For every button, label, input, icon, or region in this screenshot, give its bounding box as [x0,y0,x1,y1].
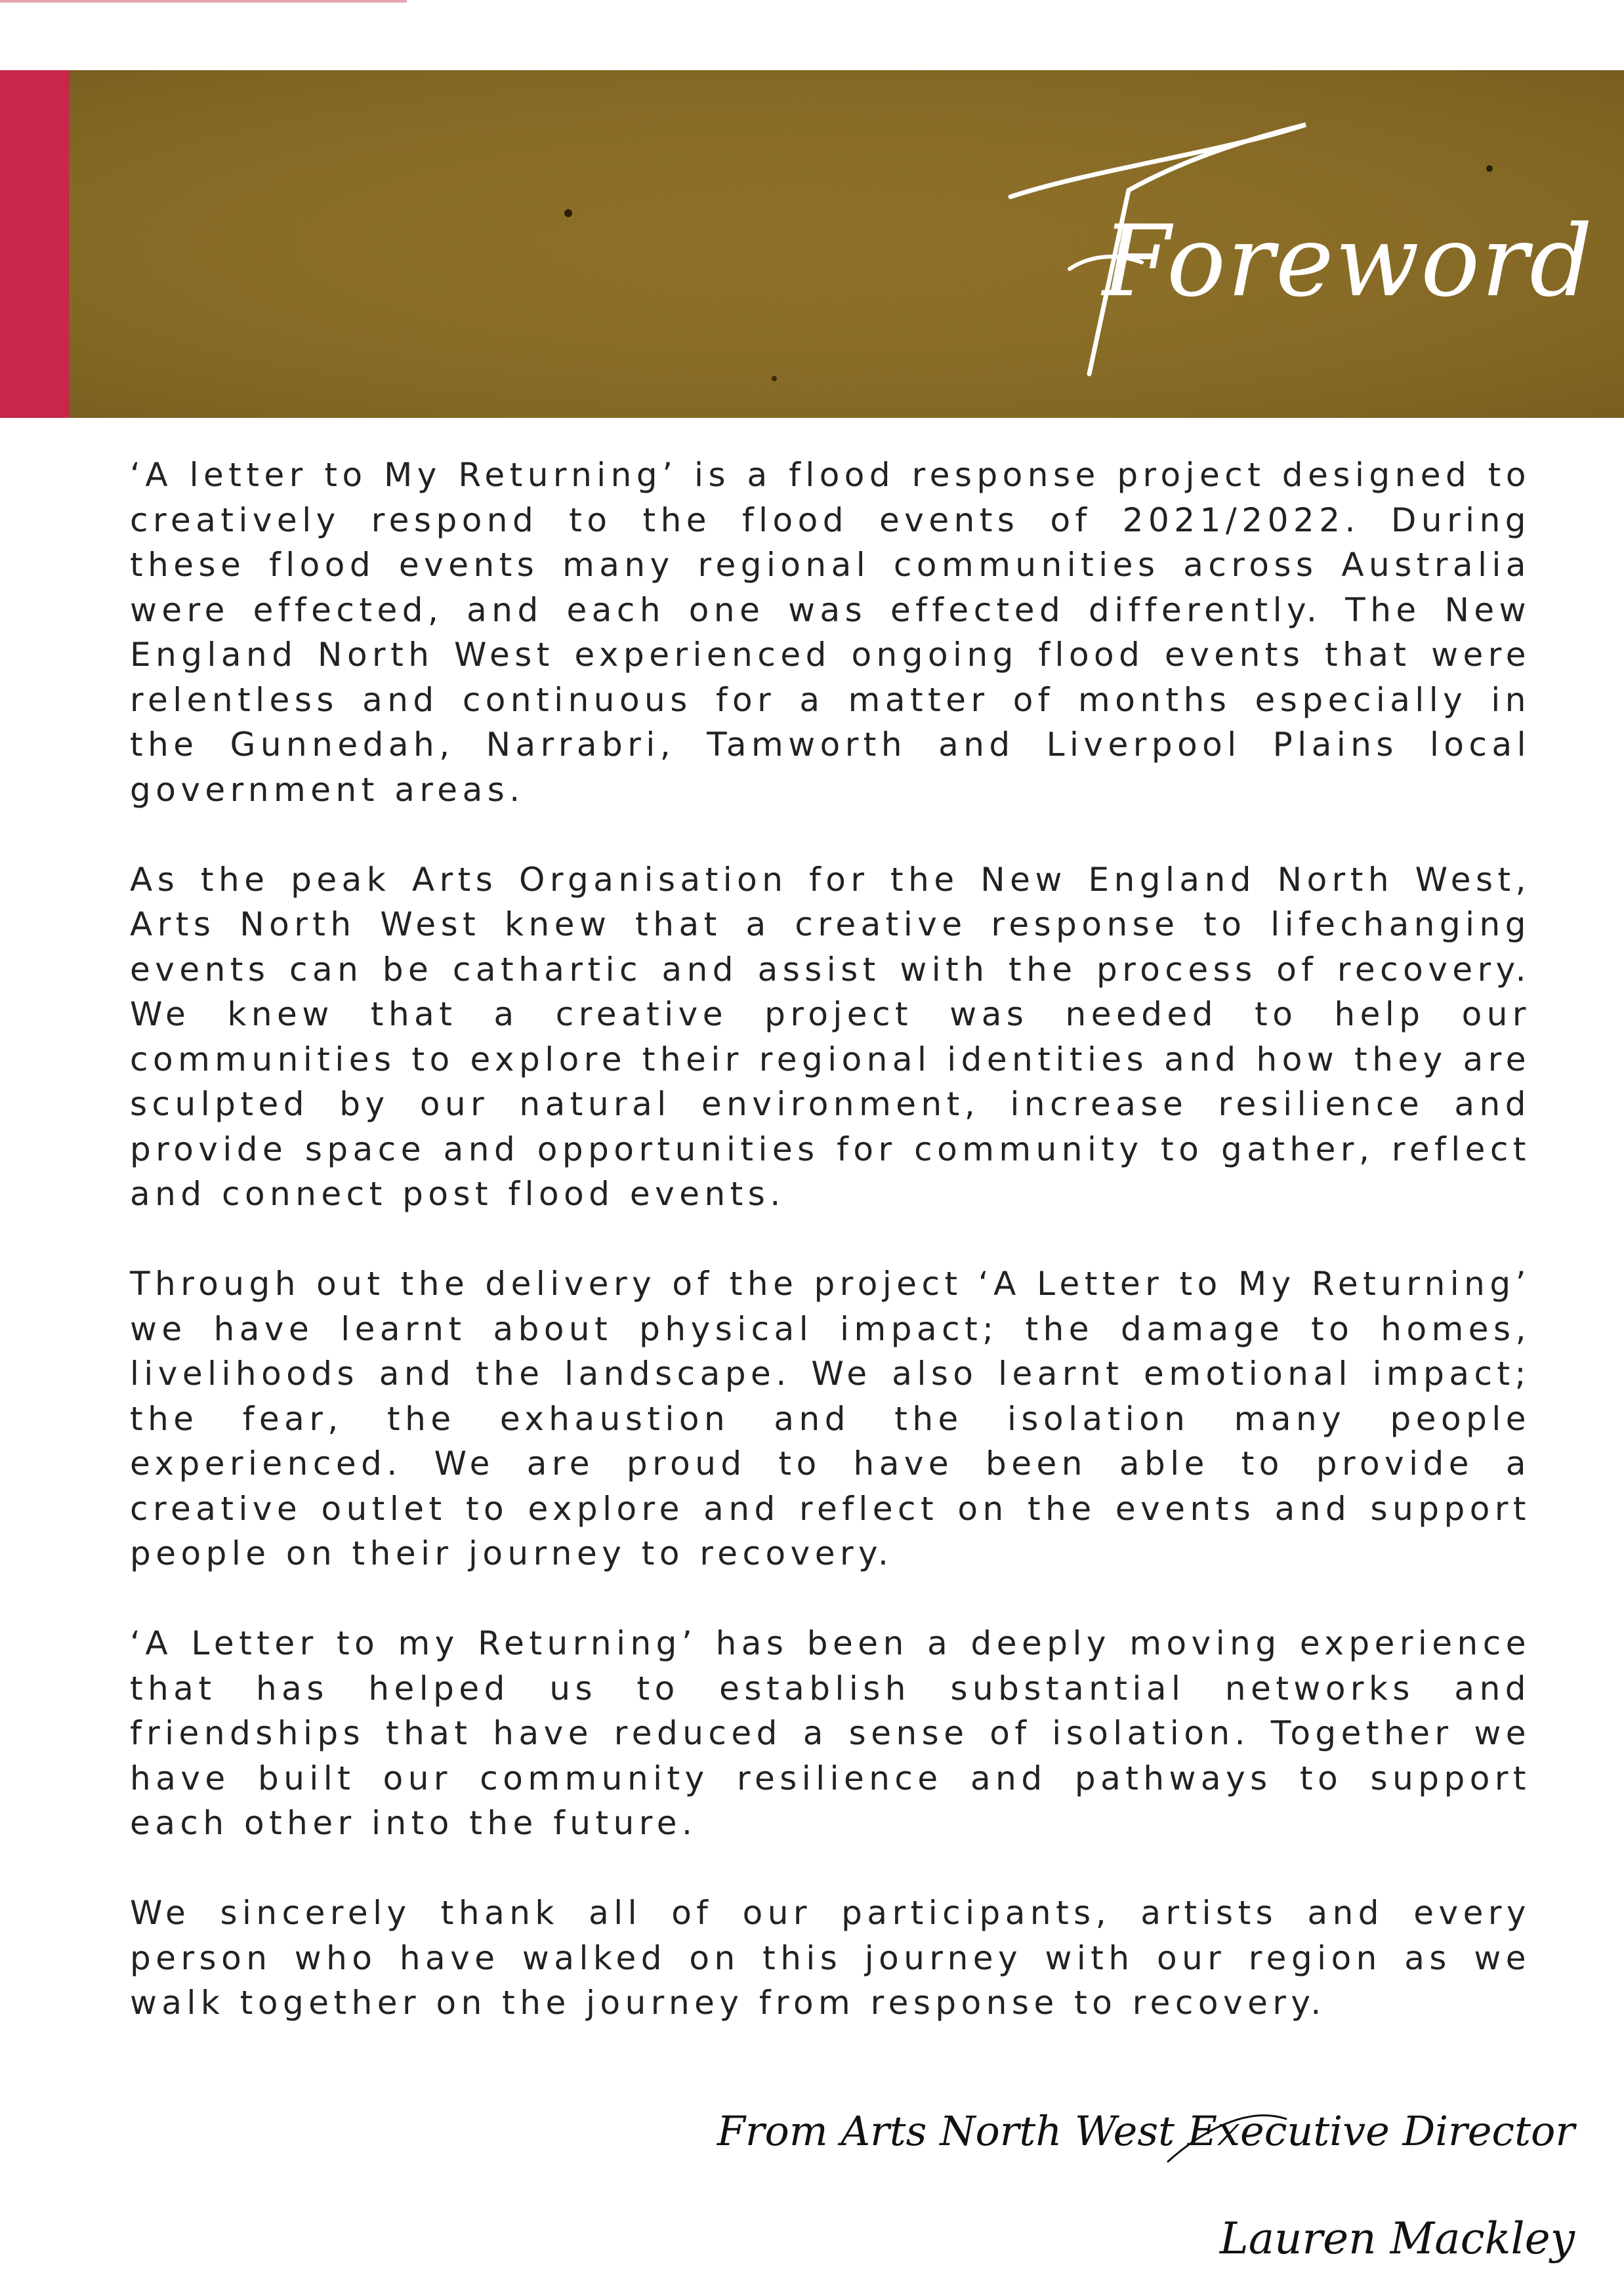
paragraph-1: ‘A letter to My Returning’ is a flood response project designed to creatively respond to the flood events of 2021/2022. During these flood events many regional communities across Australia were effected, and each one was effected differently. The New England North West experienced ongoing flood events that were relentless and continuous for a matter of months especially in the Gunnedah, Narrabri, Tamworth and Liverpool Plains local government areas. [130,456,1531,809]
accent-bar [0,70,69,418]
foreword-body [130,453,1531,2070]
signature-block [656,2047,1588,2289]
paragraph-2: As the peak Arts Organisation for the New England North West, Arts North West knew that a creative response to lifechanging events can be cathartic and assist with the process of recovery. We knew that a creative project was needed to help our communities to explore their regional identities and how they are sculpted by our natural environment, increase resilience and provide space and opportunities for community to gather, reflect and connect post flood events. [130,860,1531,1213]
paragraph-4: ‘A Letter to my Returning’ has been a deeply moving experience that has helped us to establish substantial networks and friendships that have reduced a sense of isolation. Together we have built our community resilience and pathways to support each other into the future. [130,1624,1531,1842]
signature-line-2: Lauren Mackley [1219,2213,1575,2264]
paragraph-5: We sincerely thank all of our participants, artists and every person who have walked on this journey with our region as we walk together on the journey from response to recovery. [130,1894,1531,2022]
signature-script [656,2047,1588,2289]
title-text: Foreword [1102,205,1594,319]
paragraph-3: Through out the delivery of the project ‘A Letter to My Returning’ we have learnt about physical impact; the damage to homes, livelihoods and the landscape. We also learnt emotional impact; the fear, the exhaustion and the isolation many people experienced. We are proud to have been able to provide a creative outlet to explore and reflect on the events and support people on their journey to recovery. [130,1265,1531,1572]
signature-line-1: From Arts North West Executive Director [717,2107,1575,2155]
page-title [991,98,1594,400]
title-script [991,98,1594,400]
top-decorative-rule [0,0,407,3]
